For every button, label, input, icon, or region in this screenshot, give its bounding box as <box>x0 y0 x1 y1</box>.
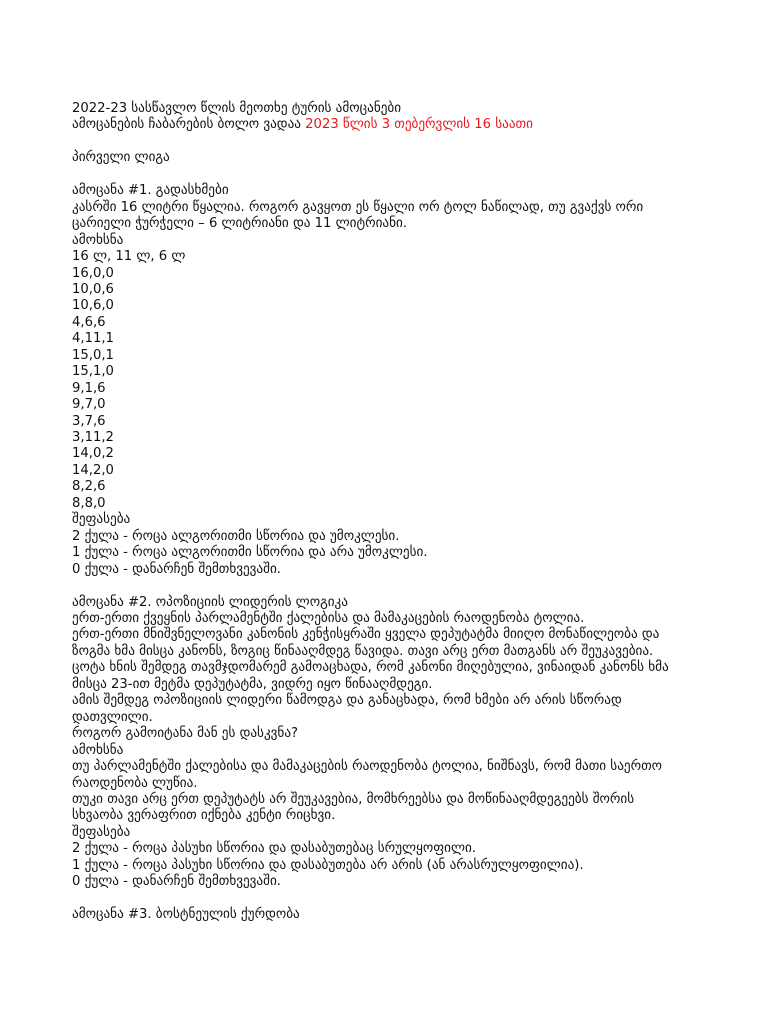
problem-2-solution-line: სხვაობა ვერაფრით იქნება კენტი რიცხვი. <box>72 808 336 824</box>
problem-2-title: ამოცანა #2. ოპოზიციის ლიდერის ლოგიკა <box>72 594 348 610</box>
spacer <box>72 891 728 907</box>
problem-1-solution-line: 4,11,1 <box>72 331 114 347</box>
problem-2-grading-line: 2 ქულა - როცა პასუხი სწორია და დასაბუთებაც სრულყოფილი. <box>72 841 477 857</box>
document-body <box>72 101 728 924</box>
problem-2-solution-line: თუკი თავი არც ერთ დეპუტატს არ შეუკავებია, მომხრეებსა და მოწინააღმდეგეებს შორის <box>72 791 635 807</box>
problem-1-solution-label: ამოხსნა <box>72 232 124 248</box>
deadline-line <box>72 117 728 133</box>
league-heading: პირველი ლიგა <box>72 150 170 166</box>
problem-1-grading-line: 2 ქულა - როცა ალგორითმი სწორია და უმოკლესი. <box>72 528 400 544</box>
problem-1-solution-line: 16 ლ, 11 ლ, 6 ლ <box>72 249 186 265</box>
problem-2-statement-line: ამის შემდეგ ოპოზიციის ლიდერი წამოდგა და განაცხადა, რომ ხმები არ არის სწორად <box>72 693 622 709</box>
problem-1-statement-line: კასრში 16 ლიტრი წყალია. როგორ გავყოთ ეს წყალი ორ ტოლ ნაწილად, თუ გვაქვს ორი <box>72 199 644 215</box>
problem-2-statement-line: ზოგმა ხმა მისცა კანონს, ზოგიც წინააღმდეგ წავიდა. თავი არც ერთ მათგანს არ შეუკავებია. <box>72 643 654 659</box>
problem-1-solution-line: 10,6,0 <box>72 298 114 314</box>
problem-1-solution-line: 16,0,0 <box>72 265 114 281</box>
problem-2-statement-line: ერთ-ერთი მნიშვნელოვანი კანონის კენჭისყრაში ყველა დეპუტატმა მიიღო მონაწილეობა და <box>72 627 660 643</box>
problem-1-solution-line: 8,8,0 <box>72 495 106 511</box>
deadline-date: 2023 წლის 3 თებერვლის 16 საათი <box>305 117 533 133</box>
problem-1-solution-line: 10,0,6 <box>72 281 114 297</box>
problem-2-solution-line: რაოდენობა ლუწია. <box>72 775 198 791</box>
problem-2-grading-line: 0 ქულა - დანარჩენ შემთხვევაში. <box>72 874 281 890</box>
problem-1-solution-line: 14,0,2 <box>72 446 114 462</box>
problem-3-title: ამოცანა #3. ბოსტნეულის ქურდობა <box>72 907 300 923</box>
deadline-prefix: ამოცანების ჩაბარების ბოლო ვადაა <box>72 117 306 133</box>
problem-1-solution-line: 9,7,0 <box>72 397 106 413</box>
problem-1-solution-line: 9,1,6 <box>72 380 106 396</box>
problem-2-statement-line: როგორ გამოიტანა მან ეს დასკვნა? <box>72 726 299 742</box>
problem-1-solution-line: 15,0,1 <box>72 347 114 363</box>
problem-1-solution-line: 3,7,6 <box>72 413 106 429</box>
problem-2-grading-label: შეფასება <box>72 824 131 840</box>
problem-1-grading-line: 0 ქულა - დანარჩენ შემთხვევაში. <box>72 561 281 577</box>
problem-1-solution-line: 4,6,6 <box>72 314 106 330</box>
spacer <box>72 167 728 183</box>
problem-2-statement-line: ცოტა ხნის შემდეგ თავმჯდომარემ გამოაცხადა, რომ კანონი მიღებულია, ვინაიდან კანონს ხმა <box>72 660 669 676</box>
problem-1-solution-line: 14,2,0 <box>72 462 114 478</box>
spacer <box>72 578 728 594</box>
problem-1-title: ამოცანა #1. გადასხმები <box>72 183 229 199</box>
problem-2-statement-line: დათვლილი. <box>72 709 153 725</box>
problem-1-solution-line: 8,2,6 <box>72 479 106 495</box>
problem-2-solution-label: ამოხსნა <box>72 742 124 758</box>
document-title: 2022-23 სასწავლო წლის მეოთხე ტურის ამოცანები <box>72 101 402 116</box>
problem-1-statement-line: ცარიელი ჭურჭელი – 6 ლიტრიანი და 11 ლიტრიანი. <box>72 216 408 232</box>
problem-1-grading-label: შეფასება <box>72 512 131 528</box>
problem-2-statement-line: ერთ-ერთი ქვეყნის პარლამენტში ქალებისა და მამაკაცების რაოდენობა ტოლია. <box>72 611 585 626</box>
problem-2-statement-line: მისცა 23-ით მეტმა დეპუტატმა, ვიდრე იყო წინააღმდეგი. <box>72 676 433 692</box>
problem-1-solution-line: 15,1,0 <box>72 364 114 380</box>
problem-2-solution-line: თუ პარლამენტში ქალებისა და მამაკაცების რაოდენობა ტოლია, ნიშნავს, რომ მათი საერთო <box>72 759 663 775</box>
problem-2-grading-line: 1 ქულა - როცა პასუხი სწორია და დასაბუთება არ არის (ან არასრულყოფილია). <box>72 857 584 873</box>
problem-1-grading-line: 1 ქულა - როცა ალგორითმი სწორია და არა უმოკლესი. <box>72 545 428 561</box>
spacer <box>72 134 728 150</box>
problem-1-solution-line: 3,11,2 <box>72 430 114 446</box>
